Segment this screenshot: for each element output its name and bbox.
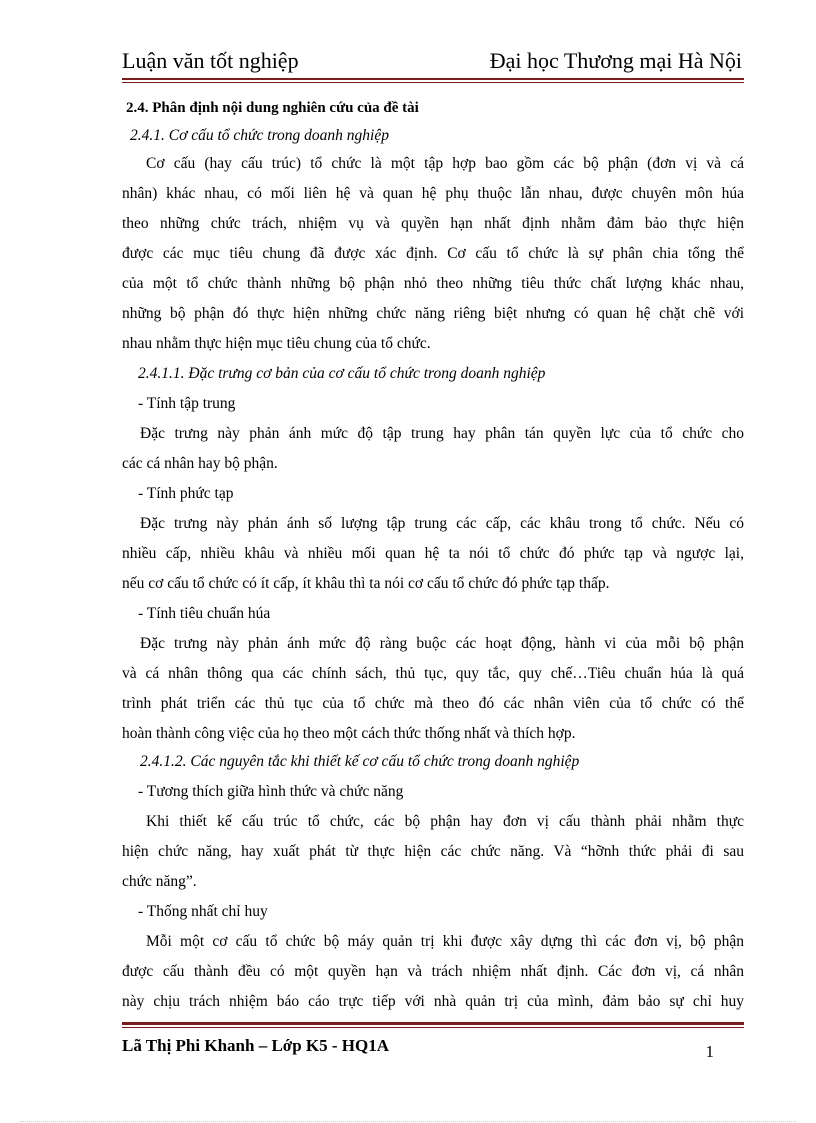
paragraph-line: được cấu thành đều có một quyền hạn và trách nhiệm nhất định. Các đơn vị, cá nhân [122,963,744,980]
page-number: 1 [705,1042,714,1061]
bullet-tieu-chuan-hoa: - Tính tiêu chuẩn húa [138,605,271,622]
paragraph-line: hoàn thành công việc của họ theo một cách thức thống nhất và thích hợp. [122,725,576,742]
section-title: 2.4. Phân định nội dung nghiên cứu của đề tài [126,100,419,116]
footer-rule [122,1022,744,1025]
bullet-tinh-tap-trung: - Tính tập trung [138,395,236,412]
paragraph-line: nhau nhằm thực hiện mục tiêu chung của tổ chức. [122,335,431,352]
bullet-thong-nhat: - Thống nhất chỉ huy [138,903,268,920]
heading-2411: 2.4.1.1. Đặc trưng cơ bản của cơ cấu tổ chức trong doanh nghiệp [138,365,546,382]
paragraph-line: nhiều cấp, nhiều khâu và nhiều mối quan hệ ta nói tổ chức đó phức tạp và ngược lại, [122,545,744,562]
paragraph-line: Cơ cấu (hay cấu trúc) tổ chức là một tập hợp bao gồm các bộ phận (đơn vị và cá [146,155,744,172]
paragraph-line: hiện chức năng, hay xuất phát từ thực hiện các chức năng. Và “hỡnh thức phải đi sau [122,843,744,860]
paragraph-line: Đặc trưng này phản ánh mức độ ràng buộc các hoạt động, hành vi của mỗi bộ phận [140,635,744,652]
paragraph-line: trình phát triển các thủ tục của tổ chức mà theo đó các nhân viên của tổ chức có thể [122,695,744,712]
thesis-label: Luận văn tốt nghiệp [122,48,299,73]
paragraph-line: các cá nhân hay bộ phận. [122,455,278,472]
paragraph-line: nhân) khác nhau, có mối liên hệ và quan hệ phụ thuộc lẫn nhau, được chuyên môn húa [122,185,744,202]
paragraph-line: nếu cơ cấu tổ chức có ít cấp, ít khâu thì ta nói cơ cấu tổ chức đó phức tạp thấp. [122,575,610,592]
paragraph-line: này chịu trách nhiệm báo cáo trực tiếp với nhà quản trị của mình, đảm bảo sự chỉ huy [122,993,744,1010]
paragraph-line: Mỗi một cơ cấu tổ chức bộ máy quản trị khi được xây dựng thì các đơn vị, bộ phận [146,933,744,950]
paragraph-line: những bộ phận đó thực hiện những chức năng riêng biệt nhưng có quan hệ chặt chẽ với [122,305,744,322]
paragraph-line: Đặc trưng này phản ánh mức độ tập trung hay phân tán quyền lực của tổ chức cho [140,425,744,442]
paragraph-line: và cá nhân thông qua các chính sách, thủ tục, quy tắc, quy chế…Tiêu chuẩn húa là quá [122,665,744,682]
footer-rule-thin [122,1027,744,1028]
paragraph-line: được các mục tiêu chung đã được xác định. Cơ cấu tổ chức là sự phân chia tổng thể [122,245,744,262]
university-name: Đại học Thương mại Hà Nội [489,48,742,73]
paragraph-line: của một tổ chức thành những bộ phận nhỏ theo những tiêu thức chất lượng khác nhau, [122,275,744,292]
heading-2412: 2.4.1.2. Các nguyên tắc khi thiết kế cơ cấu tổ chức trong doanh nghiệp [140,753,580,770]
paragraph-line: Đặc trưng này phản ánh số lượng tập trung các cấp, các khâu trong tổ chức. Nếu có [140,515,744,532]
bullet-tuong-thich: - Tương thích giữa hình thức và chức năng [138,783,404,800]
page-edge-divider [20,1121,796,1122]
paragraph-line: chức năng”. [122,873,197,890]
subsection-title: 2.4.1. Cơ cấu tổ chức trong doanh nghiệp [130,127,389,144]
page-header [122,44,742,78]
paragraph-line: Khi thiết kế cấu trúc tổ chức, các bộ phận hay đơn vị cấu thành phải nhằm thực [146,813,744,830]
bullet-tinh-phuc-tap: - Tính phức tạp [138,485,234,502]
header-rule [122,78,744,80]
paragraph-line: theo những chức trách, nhiệm vụ và quyền hạn nhất định nhằm đảm bảo thực hiện [122,215,744,232]
header-rule-thin [122,82,744,83]
author-name: Lã Thị Phi Khanh – Lớp K5 - HQ1A [122,1036,390,1055]
